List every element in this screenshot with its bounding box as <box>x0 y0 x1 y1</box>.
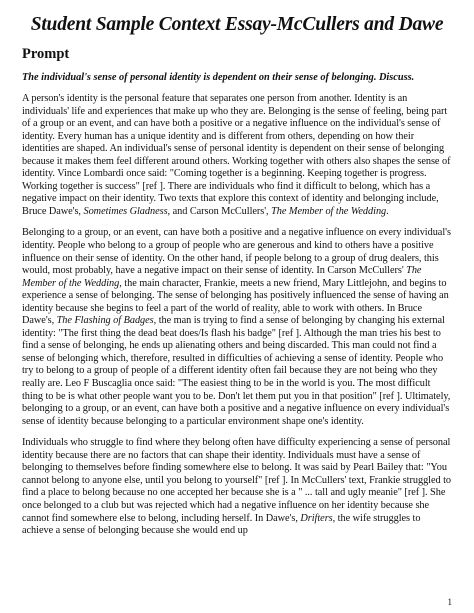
paragraph-text: Individuals who struggle to find where they belong often have difficulty experiencing a sense of personal identity because there are no factors that can shape their identity. Individuals must have a sense of belonging to themselves before finding somewhere else to belong. It was said by Pearl Bailey that: "You cannot belong to anyone else, until you belong to yourself" [ref ]. In McCullers' text, Frankie struggled to find a place to belong because no one accepted her because she is a " ... tall and ugly meanie" [ref ]. She once belonged to a club but was rejected which had a negative influence on her identity because she cannot find somewhere else to belong, including herself. In Dawe's, <box>22 437 452 524</box>
italic-title-text: The Flashing of Badges <box>56 315 154 327</box>
paragraph-text: , the man is trying to find a sense of belonging by changing his external identity: "The first thing the dead beat does/Is flash his badge" [ref ]. Although the man tries his best to find a sense of belonging, he ends up alienating others and being discarded. This man could not find a sense of belonging which, therefore, resulted in difficulties of achieving a sense of identity. People who try to belong to a group of people of a different identity often fail because they are not being who they really are. Leo F Buscaglia once said: "The easiest thing to be in the world is you. The most difficult thing to be is what other people want you to be. Don't let them put you in that position" [ref ]. Ultimately, belonging to a group, or an event, can have both a positive and a negative influence on every individual's sense of identity because belonging to a particular environment shape one's identity. <box>22 315 451 427</box>
italic-title-text: Drifters <box>300 512 333 524</box>
paragraph-text: , the wife struggles to achieve a sense of belonging because she would end up <box>22 512 421 537</box>
paragraph-text: . <box>386 205 389 217</box>
page-number: 1 <box>447 597 452 607</box>
paragraph-text: Belonging to a group, or an event, can have both a positive and a negative influence on every individual's identity. People who belong to a group of people who are generous and kind to others have a positive influence on their sense of identity. On the other hand, if people belong to a group of drug dealers, this would, most probably, have a negative impact on their sense of identity. In Carson McCullers' <box>22 227 451 277</box>
paragraph-text: A person's identity is the personal feature that separates one person from another. Identity is an individuals' life and experiences that make up who they are. Belonging is the sense of feeling, being part of a group or an event, and can have both a positive or a negative influence on the individual's sense of identity. Every human has a unique identity and is different from others, depending on how their identities are shaped. An individual's sense of personal identity is dependent on their sense of belonging because it makes them feel different around others. Working together with others also shapes the sense of identity. Vince Lombardi once said: "Coming together is a beginning. Keeping together is progress. Working together is success" [ref ]. There are individuals who find it difficult to belong, which has a negative impact on their identity. Two texts that explore this context of identity and belonging include, Bruce Dawe's, <box>22 93 451 217</box>
paragraph-text: , and Carson McCullers', <box>167 205 272 217</box>
italic-title-text: The Member of the Wedding <box>271 205 387 217</box>
italic-title-text: The Member of the Wedding <box>22 265 422 289</box>
essay-paragraph <box>22 437 452 537</box>
essay-paragraph <box>22 227 452 428</box>
italic-title-text: Sometimes Gladness <box>83 205 168 217</box>
essay-body <box>22 93 452 538</box>
essay-paragraph <box>22 93 452 218</box>
document-title: Student Sample Context Essay-McCullers and Dawe <box>30 14 444 35</box>
essay-prompt: The individual's sense of personal identity is dependent on their sense of belonging. Discuss. <box>22 72 415 83</box>
paragraph-text: , the main character, Frankie, meets a new friend, Mary Littlejohn, and begins to experience a sense of belonging. The sense of belonging has positively influenced the sense of having an identity because she begins to feel a part of the world of reality, able to work with others. In Bruce Dawe's, <box>22 277 449 327</box>
section-heading: Prompt <box>22 46 70 62</box>
